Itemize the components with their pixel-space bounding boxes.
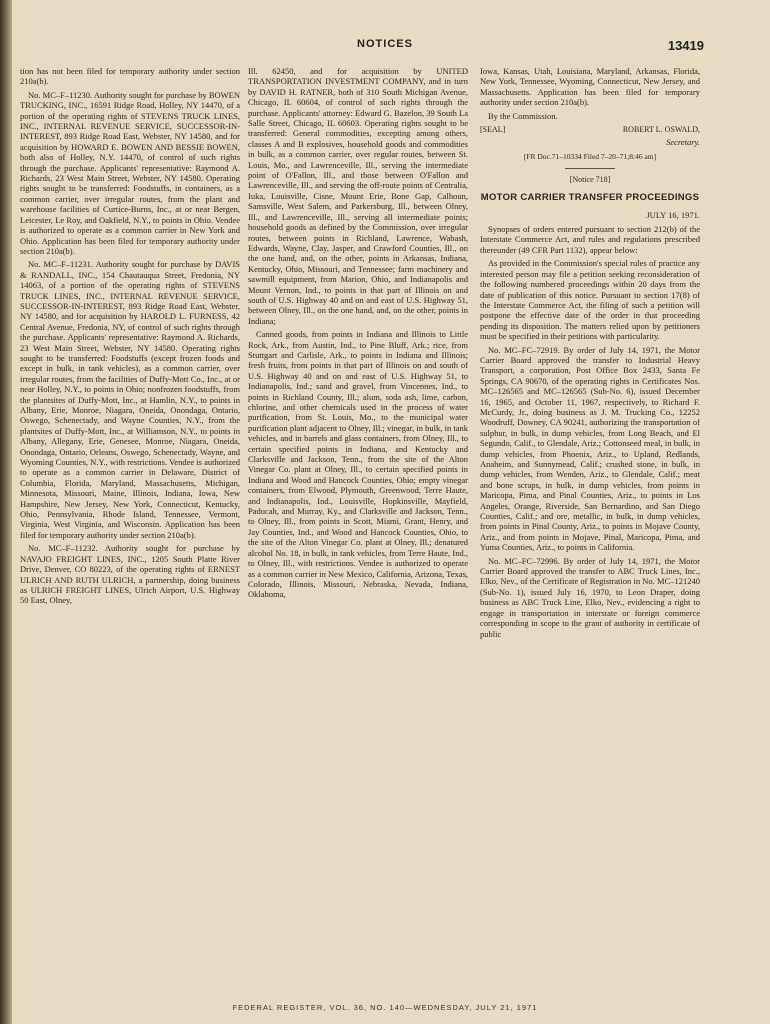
paragraph: No. MC–F–11230. Authority sought for purchase by BOWEN TRUCKING, INC., 16591 Ridge Road, Holley, NY 14470, of a portion of the operating rights of STEVENS TRUCK LINES, INC., INTERNAL REVENUE SERVICE, SUCCESSOR-IN-INTEREST, 893 Ridge Road East, Webster, NY 14580, and for acquisition by HOWARD E. BOWEN AND BESSIE BOWEN, both also of Holley, N.Y. 14470, of control of such rights through the purchase. Applicants' representative: Raymond A. Richards, 23 West Main Street, Webster, NY 14580. Operating rights sought to be transferred: Foodstuffs, in containers, as a common carrier, over irregular routes, from the plant and warehouse facilities of Curtice-Burns, Inc., at or near Bergen, Leicester, Le Roy, and Oakfield, N.Y., to points in Ohio. Vendee is authorized to operate as a common carrier in New York and Ohio. Application has been filed for temporary authority under section 210a(b). [20, 89, 240, 256]
paragraph: As provided in the Commission's special rules of practice any interested person may file a petition seeking reconsideration of the following numbered proceedings within 20 days from the date of publication of this notice. Pursuant to section 17(8) of the Interstate Commerce Act, the filing of such a petition will postpone the effective date of the order in that proceeding pending its disposition. The matters relied upon by petitioners must be specified in their petitions with particularity. [480, 258, 700, 342]
seal-label: [SEAL] [480, 125, 506, 135]
signature-block [480, 125, 700, 135]
fr-doc-line: [FR Doc.71–10334 Filed 7–20–71;8:46 am] [523, 151, 657, 161]
paragraph: tion has not been filed for temporary authority under section 210a(b). [20, 66, 240, 87]
notice-heading: MOTOR CARRIER TRANSFER PROCEEDINGS [480, 191, 700, 203]
notice-number: [Notice 718] [569, 175, 611, 185]
paragraph: No. MC–F–11231. Authority sought for purchase by DAVIS & RANDALL, INC., 154 Chautauqua Street, Fredonia, NY 14063, of a portion of the operating rights of STEVENS TRUCK LINES, INC., INTERNAL REVENUE SERVICE, SUCCESSOR-IN-INTEREST, 893 Ridge Road East, Webster, NY 14580, and for acquisition by HAROLD L. FURNESS, 42 Central Avenue, Fredonia, NY, of control of such rights through the purchase. Applicants' representative: Raymond A. Richards, 23 West Main Street, Webster, NY 14580. Operating rights sought to be transferred: Foodstuffs (except frozen foods and except in bulk, in tank vehicles), as a common carrier, over irregular routes, from the facilities of Duffy-Mott Co., Inc., at or near Holley, N.Y., to points in Ohio; nonfrozen foodstuffs, from the plantsites of Duffy-Mott, Inc., at Hamlin, N.Y., to points in Albany, Erie, Monroe, Niagara, Oneida, Onondaga, Ontario, Oswego, Schenectady, and Wayne Counties, N.Y., from the plantsites of Duffy-Mott, Inc., at Williamson, N.Y., to points in Albany, Allegany, Erie, Genesee, Monroe, Niagara, Oneida, Onondaga, Ontario, Orleans, Oswego, Schenectady, Wayne, and Wyoming Counties, N.Y., with restrictions. Vendee is authorized to operate as a common carrier in Delaware, District of Columbia, Florida, Maryland, Massachusetts, Michigan, Minnesota, Missouri, Maine, Illinois, Indiana, Iowa, New Hampshire, New Jersey, New York, Connecticut, Kentucky, Ohio, Pennsylvania, Rhode Island, Tennessee, Vermont, Virginia, West Virginia, and Wisconsin. Application has been filed for temporary authority under section 210a(b). [20, 259, 240, 540]
signer-title: Secretary. [666, 137, 700, 148]
page-footer: FEDERAL REGISTER, VOL. 36, NO. 140—WEDNESDAY, JULY 21, 1971 [232, 1003, 538, 1012]
paragraph: Synopses of orders entered pursuant to section 212(b) of the Interstate Commerce Act, and rules and regulations prescribed thereunder (49 CFR Part 1132), appear below: [480, 224, 700, 255]
section-title: NOTICES [357, 38, 413, 50]
paragraph: Canned goods, from points in Indiana and Illinois to Little Rock, Ark., from Austin, Ind., to Pine Bluff, Ark.; rice, from Stuttgart and Carlisle, Ark., to points in Indiana and Illinois; fresh fruits, from points in that part of Illinois on and south of U.S. Highway 40 and on and east of U.S. Highway 51, to Indianapolis, Ind.; sand and gravel, from Vincennes, Ind., to points in Richland County, Ill.; alum, soda ash, lime, carbon, chlorine, and other chemicals used in the process of water purification, from St. Louis, Mo., to the municipal water purification plant adjacent to Olney, Ill.; vinegar, in bulk, in tank vehicles, and in barrels and glass containers, from Olney, Ill., to certain specified points in Indiana, and Kentucky and Clarksville and Jackson, Tenn., from the site of the Alton Vinegar Co. plant at Olney, Ill., to certain specified points in Indiana and Wood and Hancock Counties, Ohio; empty vinegar containers, from Elwood, Plymouth, Greenwood, Terre Haute, and Indianapolis, Ind., Louisville, Hopkinsville, Mayfield, Paducah, and Murray, Ky., and Clarksville and Jackson, Tenn., to Olney, Ill., from points in Scott, Miami, Grant, Henry, and Jay Counties, Ind., and Wood and Hancock Counties, Ohio, to the site of the Alton Vinegar Co. plant at Olney, Ill.; denatured alcohol No. 18, in bulk, in tank vehicles, from Terre Haute, Ind., to Olney, Ill., with restrictions. Vendee is authorized to operate as a common carrier in New Mexico, California, Arizona, Texas, Colorado, Illinois, Missouri, Nebraska, Nevada, Indiana, Oklahoma, [248, 329, 468, 600]
by-commission-line: By the Commission. [488, 110, 558, 121]
book-spine-shadow [0, 0, 12, 1024]
page-header [0, 38, 770, 54]
paragraph: No. MC–FC–72919. By order of July 14, 1971, the Motor Carrier Board approved the transfer to Industrial Heavy Transport, a corporation, Post Office Box 2433, Santa Fe Springs, CA 90670, of the operating rights in Certificates Nos. MC–126565 and MC–126565 (Sub-No. 6), issued December 16, 1965, and October 11, 1967, respectively, to Richard F. McCurdy, Jr., doing business as J. M. Trucking Co., 12252 Woodruff, Downey, CA 90241, authorizing the transportation of sulphur, in bulk, in dump vehicles, from Long Beach, and El Segundo, Calif., to Glendale, Ariz.; Cottonseed meal, in bulk, in dump vehicles, from Phoenix, Ariz., to Upland, Redlands, Anaheim, and Sunnymead, Calif.; crushed stone, in bulk, in dump vehicles, from Wenden, Ariz., to Glendale, Calif.; meat and bone scraps, in bulk, in dump vehicles, from points in Maricopa, Pima, and Pinal Counties, Ariz., to points in Los Angeles, Orange, Riverside, San Bernardino, and San Diego Counties, Calif.; and ore, metallic, in bulk, in dump vehicles, from points in Pinal County, Ariz., to points in Mojave County, Ariz., and from points in Mojave, Pinal, Maricopa, Pima, and Yuma Counties, Ariz., to points in California. [480, 344, 700, 553]
divider [565, 168, 615, 169]
column-3 [480, 66, 700, 981]
column-2 [248, 66, 468, 981]
column-1 [20, 66, 240, 981]
page-number: 13419 [667, 38, 704, 53]
paragraph: No. MC–F–11232. Authority sought for purchase by NAVAJO FREIGHT LINES, INC., 1205 South Platte River Drive, Denver, CO 80223, of the operating rights of ERNEST ULRICH AND RUTH ULRICH, a partnership, doing business as ULRICH FREIGHT LINES, Ulrich Airport, U.S. Highway 50 East, Olney, [20, 543, 240, 606]
paragraph: Ill. 62450, and for acquisition by UNITED TRANSPORTATION INVESTMENT COMPANY, and in turn by DAVID H. RATNER, both of 310 South Michigan Avenue, Chicago, IL 60604, of control of such rights through the purchase. Applicants' attorney: Edward G. Bazelon, 39 South La Salle Street, Chicago, IL 60603. Operating rights sought to be transferred: General commodities, excepting among others, classes A and B explosives, household goods and commodities in bulk, as a common carrier, over regular routes, between St. Louis, Mo., and Lawrenceville, Ill., serving the intermediate point of O'Fallon, Ill., and those between O'Fallon and Lawrenceville, Ill., and serving the off-route points of Centralia, Iuka, Louisville, Cisne, Mount Erie, Bone Gap, Calhoun, Samsville, West Salem, and Parkersburg, Ill., between Olney, Ill., and Lawrenceville, Ill., serving all intermediate points; household goods as defined by the Commission, over irregular routes, between points in Richland, Lawrence, Wabash, Edwards, Wayne, Clay, Jasper, and Crawford Counties, Ill., on the one hand, and, on the other, points in Arkansas, Indiana, Kentucky, Ohio, Missouri, and Tennessee; farm machinery and sawmill equipment, from Marion, Ohio, and Indianapolis and Mount Vernon, Ind., to points in that part of Illinois on and south of U.S. Highway 40 and on and east of U.S. Highway 51, between Olney, Ill., on the one hand, and, on the other, points in Indiana; [248, 66, 468, 326]
signer-name: ROBERT L. OSWALD, [622, 125, 700, 135]
paragraph: No. MC–FC–72996. By order of July 14, 1971, the Motor Carrier Board approved the transfer to ABC Truck Lines, Inc., Elko, Nev., of the Certificate of Registration in No. MC–121240 (Sub-No. 1), issued July 16, 1970, to Leon Draper, doing business as ABC Truck Line, Elko, Nev., evidencing a right to engage in transportation in interstate or foreign commerce corresponding in scope to the grant of authority in certificate of public [480, 555, 700, 639]
notice-date: JULY 16, 1971. [646, 209, 700, 220]
paragraph: Iowa, Kansas, Utah, Louisiana, Maryland, Arkansas, Florida, New York, Tennessee, Wyoming, Connecticut, New Jersey, and Massachusetts. Application has been filed for temporary authority under section 210a(b). [480, 66, 700, 108]
